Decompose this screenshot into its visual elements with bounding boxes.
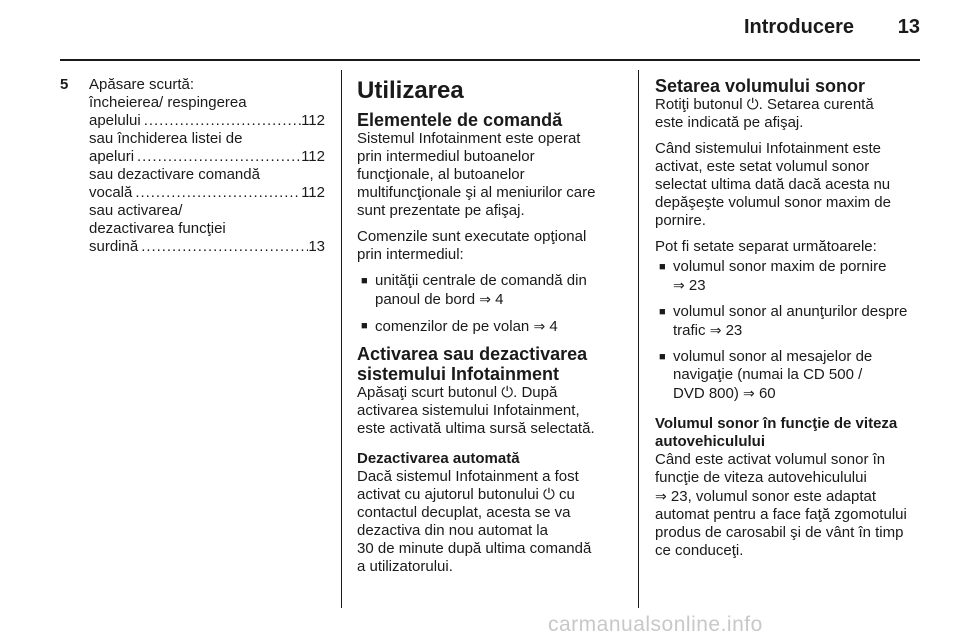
text-line: Rotiţi butonul [655, 96, 743, 113]
header-rule [60, 59, 920, 61]
page-reference-arrow-icon: ⇒ [743, 385, 755, 401]
list-item [357, 272, 619, 309]
text-line: prin intermediul butoanelor [357, 148, 535, 165]
page-reference-arrow-icon: ⇒ [709, 322, 722, 338]
text-line: produs de carosabil şi de vânt în timp [655, 524, 904, 541]
leader-dots [134, 148, 301, 166]
text-line: Dacă sistemul Infotainment a fost [357, 468, 579, 485]
power-heading [357, 344, 619, 384]
text-line: este activată ultima sursă selectată. [357, 420, 595, 437]
startup-volume-paragraph [655, 140, 923, 230]
page-reference-arrow-icon: ⇒ [479, 291, 491, 307]
toc-page: 13 [308, 238, 325, 255]
text-fragment: trafic [673, 322, 706, 339]
text-line: navigaţie (numai la CD 500 / [673, 366, 863, 383]
toc-entry[interactable] [89, 238, 325, 256]
controls-heading: Elementele de comandă [357, 110, 563, 130]
power-paragraph [357, 384, 619, 438]
text-line: unităţii centrale de comandă din [375, 272, 587, 289]
text-line: Când sistemului Infotainment este [655, 140, 881, 157]
list-item [357, 317, 619, 336]
text-line: depăşeşte volumul sonor maxim de [655, 194, 891, 211]
page-number: 13 [897, 16, 920, 38]
toc-label: surdină [89, 238, 139, 255]
index-number: 5 [60, 76, 69, 93]
text-line: volumul sonor maxim de pornire [673, 258, 887, 275]
heading-line: autovehiculului [655, 433, 766, 450]
chapter-title: Introducere [744, 16, 855, 38]
leader-dots [138, 238, 308, 256]
page-header [0, 18, 960, 42]
toc-label: apeluri [89, 148, 135, 165]
list-item [655, 303, 923, 340]
text-line: 30 de minute după ultima comandă [357, 540, 592, 557]
text-line: Când este activat volumul sonor în [655, 451, 886, 468]
page-reference[interactable]: 23 [688, 277, 706, 294]
power-knob-icon: ⏻ [501, 384, 514, 401]
leader-dots [141, 112, 301, 130]
text-line: a utilizatorului. [357, 558, 453, 575]
toc-entry[interactable] [89, 148, 325, 166]
index-body [89, 76, 325, 256]
text-line: selectat ultima dată dacă acesta nu [655, 176, 891, 193]
toc-label: vocală [89, 184, 133, 201]
text-line: este indicată pe afişaj. [655, 114, 804, 131]
text-line: sunt prezentate pe afişaj. [357, 202, 525, 219]
text-line: dezactiva din nou automat la [357, 522, 548, 539]
column-divider-2 [638, 70, 639, 608]
column-divider-1 [341, 70, 342, 608]
auto-off-paragraph [357, 468, 619, 576]
toc-entry[interactable] [89, 112, 325, 130]
toc-page: 112 [301, 148, 325, 165]
page-reference[interactable]: 4 [549, 318, 558, 335]
auto-off-heading: Dezactivarea automată [357, 450, 520, 467]
speed-volume-heading [655, 415, 923, 451]
page-reference-arrow-icon: ⇒ [533, 318, 546, 334]
text-line: funcţionale, al butoanelor [357, 166, 525, 183]
text-line: funcţie de viteza autovehiculului [655, 469, 867, 486]
text-line: multifuncţionale şi al meniurilor care [357, 184, 596, 201]
text-line: contactul decuplat, acesta se va [357, 504, 571, 521]
volume-heading: Setarea volumului sonor [655, 76, 866, 96]
page-reference[interactable]: 23 [725, 322, 743, 339]
index-intro-line: Apăsare scurtă: [89, 76, 195, 93]
text-line: 23, volumul sonor este adaptat [670, 488, 877, 505]
square-bullet-icon: ■ [361, 275, 368, 287]
text-line: volumul sonor al anunţurilor despre [673, 303, 908, 320]
text-fragment: cu [559, 486, 575, 503]
text-fragment: . După [513, 384, 558, 401]
text-line: Apăsaţi scurt butonul [357, 384, 498, 401]
index-intro-line: încheierea/ respingerea [89, 94, 247, 111]
index-line: dezactivarea funcţiei [89, 220, 226, 237]
volume-column [655, 76, 923, 560]
toc-page: 112 [301, 112, 325, 129]
speed-volume-paragraph [655, 451, 923, 560]
text-line: activarea sistemului Infotainment, [357, 402, 580, 419]
volume-settings-list [655, 258, 923, 403]
text-line: volumul sonor al mesajelor de [673, 348, 873, 365]
controls-paragraph [357, 130, 619, 220]
text-fragment: DVD 800) [673, 385, 739, 402]
text-line: automat pentru a face faţă zgomotului [655, 506, 907, 523]
text-line: Sistemul Infotainment este operat [357, 130, 581, 147]
text-line: ce conduceţi. [655, 542, 744, 559]
square-bullet-icon: ■ [659, 306, 666, 318]
list-item [655, 258, 923, 295]
index-column [60, 76, 325, 256]
heading-line: sistemului Infotainment [357, 364, 560, 384]
index-line: sau închiderea listei de [89, 130, 243, 147]
usage-column [357, 76, 619, 576]
text-line: activat, este setat volumul sonor [655, 158, 870, 175]
index-line: sau activarea/ [89, 202, 183, 219]
toc-page: 112 [301, 184, 325, 201]
page-reference[interactable]: 60 [758, 385, 776, 402]
leader-dots [132, 184, 301, 202]
toc-entry[interactable] [89, 184, 325, 202]
power-knob-icon: ⏻ [746, 96, 759, 113]
heading-line: Activarea sau dezactivarea [357, 344, 588, 364]
square-bullet-icon: ■ [659, 261, 666, 273]
power-knob-icon: ⏻ [542, 486, 555, 503]
separate-settings-intro: Pot fi setate separat următoarele: [655, 238, 877, 255]
watermark-text: carmanualsonline.info [548, 613, 763, 636]
text-line: activat cu ajutorul butonului [357, 486, 539, 503]
section-title: Utilizarea [357, 77, 464, 104]
page-reference-arrow-icon: ⇒ [655, 488, 667, 504]
commands-list [357, 272, 619, 336]
page-reference[interactable]: 4 [495, 291, 504, 308]
text-fragment: . Setarea curentă [758, 96, 874, 113]
index-line: sau dezactivare comandă [89, 166, 260, 183]
text-line: panoul de bord [375, 291, 476, 308]
heading-line: Volumul sonor în funcţie de viteza [655, 415, 898, 432]
square-bullet-icon: ■ [361, 320, 368, 332]
text-line: Comenzile sunt executate opţional [357, 228, 587, 245]
list-item [655, 348, 923, 403]
text-line: prin intermediul: [357, 246, 464, 263]
commands-paragraph [357, 228, 619, 264]
page-reference-arrow-icon: ⇒ [673, 277, 685, 293]
text-line: comenzilor de pe volan [375, 318, 530, 335]
toc-label: apelului [89, 112, 141, 129]
square-bullet-icon: ■ [659, 351, 666, 363]
volume-paragraph [655, 96, 923, 132]
text-line: pornire. [655, 212, 706, 229]
